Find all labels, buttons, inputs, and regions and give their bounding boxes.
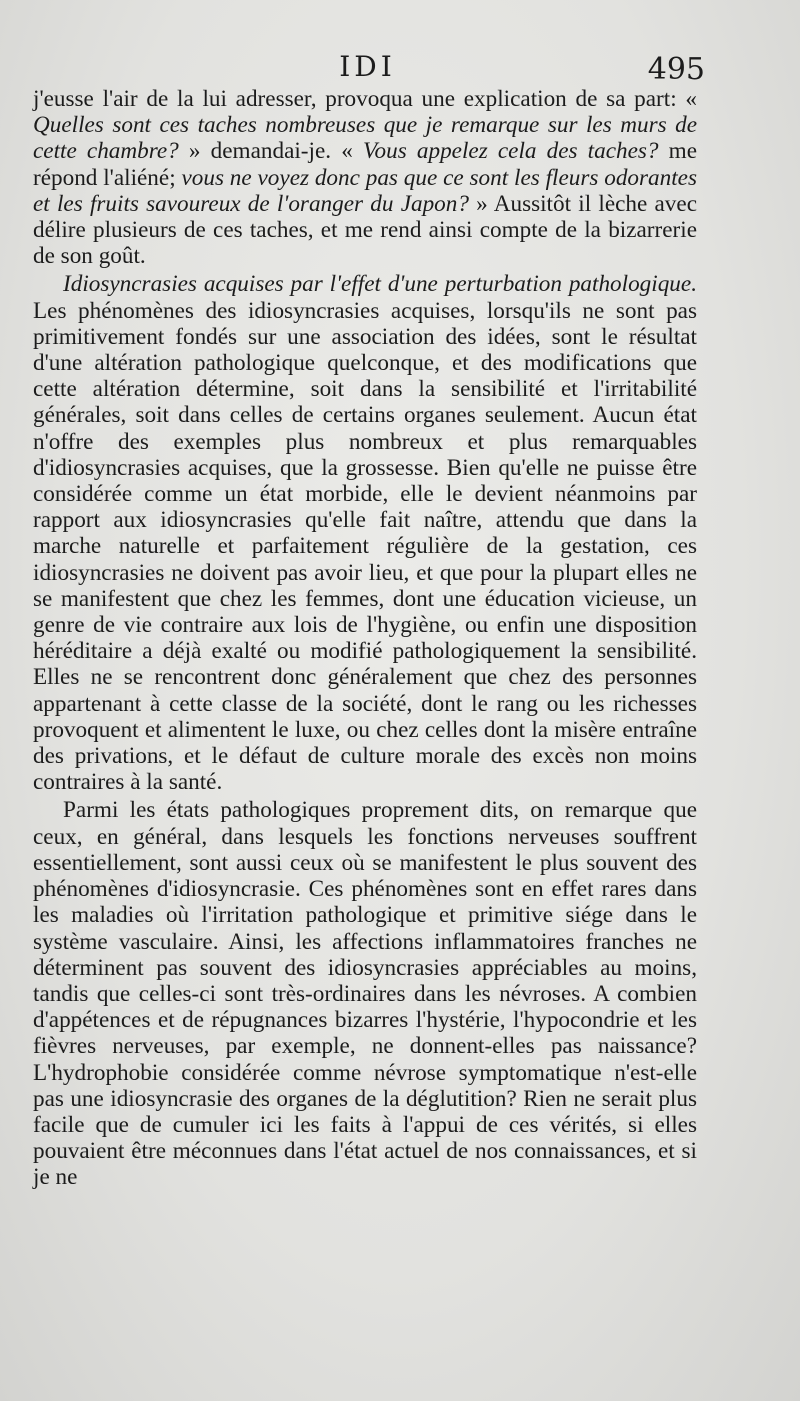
italic-segment: vous ne voyez donc pas que ce sont les fleurs odorantes et les fruits savoureux de l'oranger du Japon? [33,164,697,217]
text-segment: » Aussitôt il lèche avec délire plusieurs de ces taches, et me rend ainsi compte de la bizarrerie de son goût. [33,190,697,270]
paragraph-3 [33,797,697,1190]
paragraph-2 [33,271,697,795]
page-number: 495 [647,52,705,87]
body-text [33,86,697,1191]
italic-segment: Vous appelez cela des taches? [362,138,659,165]
paragraph-1 [33,86,697,269]
text-segment: Parmi les états pathologiques proprement dits, on remarque que ceux, en général, dans lesquels les fonctions nerveuses souffrent essentiellement, sont aussi ceux où se manifestent le plus souvent des phénomènes d'idiosyncrasie. Ces phénomènes sont en effet rares dans les maladies où l'irritation pathologique et primitive siége dans le système vasculaire. Ainsi, les affections inflammatoires franches ne déterminent pas souvent des idiosyncrasies appréciables au moins, tandis que celles-ci sont très-ordinaires dans les névroses. A combien d'appétences et de répugnances bizarres l'hystérie, l'hypocondrie et les fièvres nerveuses, par exemple, ne donnent-elles pas naissance? L'hydrophobie considérée comme névrose symptomatique n'est-elle pas une idiosyncrasie des organes de la déglutition? Rien ne serait plus facile que de cumuler ici les faits à l'appui de ces vérités, si elles pouvaient être méconnues dans l'état actuel de nos connaissances, et si je ne [33,797,697,1191]
text-segment: Les phénomènes des idiosyncrasies acquises, lorsqu'ils ne sont pas primitivement fondés sur une association des idées, sont le résultat d'une altération pathologique quelconque, et des modifications que cette altération détermine, soit dans la sensibilité et l'irritabilité générales, soit dans celles de certains organes seulement. Aucun état n'offre des exemples plus nombreux et plus remarquables d'idiosyncrasies acquises, que la grossesse. Bien qu'elle ne puisse être considérée comme un état morbide, elle le devient néanmoins par rapport aux idiosyncrasies qu'elle fait naître, attendu que dans la marche naturelle et parfaitement régulière de la gestation, ces idiosyncrasies ne doivent pas avoir lieu, et que pour la plupart elles ne se manifestent que chez les femmes, dont une éducation vicieuse, un genre de vie contraire aux lois de l'hygiène, ou enfin une disposition héréditaire a déjà exalté ou modifié pathologiquement la sensibilité. Elles ne se rencontrent donc généralement que chez des personnes appartenant à cette classe de la société, dont le rang ou les richesses provoquent et alimentent le luxe, ou chez celles dont la misère entraîne des privations, et le défaut de culture morale des excès non moins contraires à la santé. [33,297,697,796]
text-segment: » demandai-je. « [178,138,363,165]
italic-segment: Quelles sont ces taches nombreuses que je remarque sur les murs de cette chambre? [33,112,697,165]
text-segment: me répond l'aliéné; [33,138,697,191]
section-heading-italic: Idiosyncrasies acquises par l'effet d'une perturbation pathologique. [63,271,697,298]
text-segment: j'eusse l'air de la lui adresser, provoqua une explication de sa part: « [33,86,697,112]
running-head [30,50,705,90]
running-title: IDI [339,50,396,83]
